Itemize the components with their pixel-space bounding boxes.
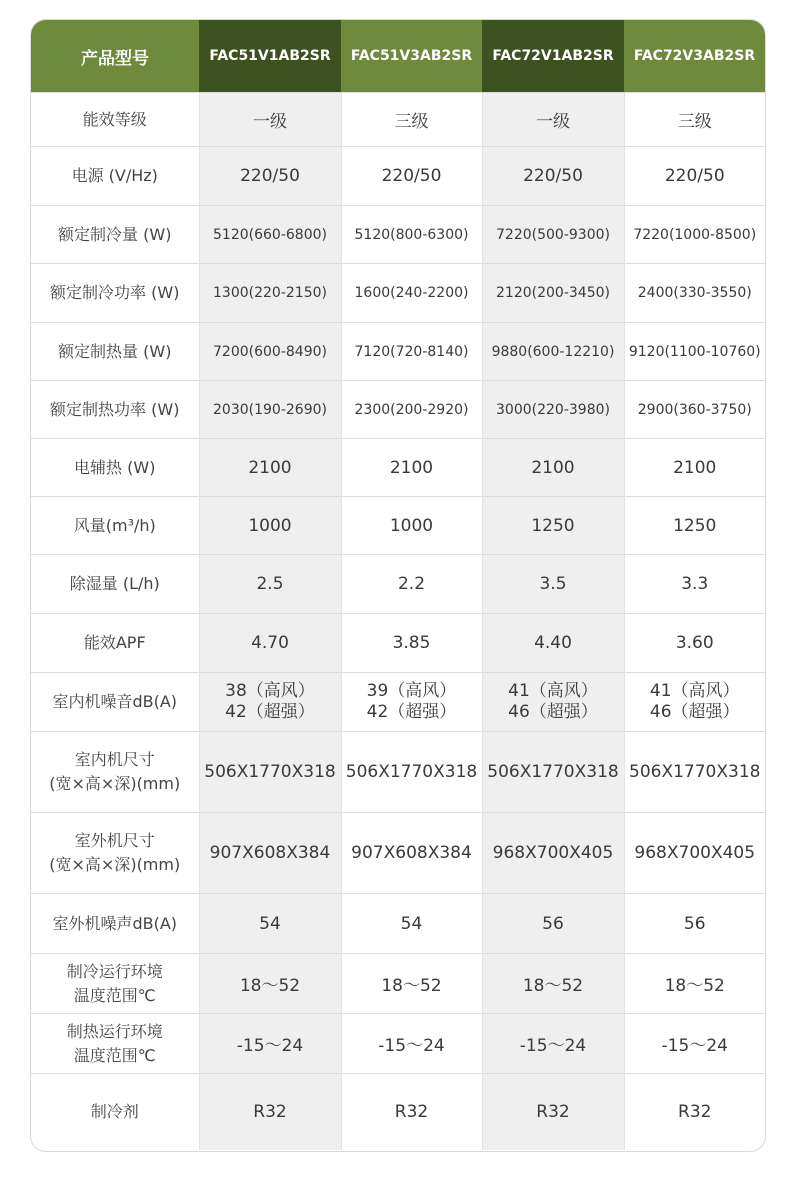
- spec-value-line: 2100: [673, 457, 717, 478]
- spec-label: [31, 555, 199, 614]
- table-row: [31, 381, 765, 439]
- spec-value-model-4: [624, 954, 765, 1014]
- spec-value-line: 7120(720-8140): [354, 343, 469, 360]
- spec-value-model-2: [341, 614, 482, 673]
- spec-label-line: 室外机噪声dB(A): [52, 913, 178, 933]
- table-row: [31, 894, 765, 954]
- table-row: [31, 497, 765, 555]
- spec-value-line: R32: [678, 1101, 712, 1122]
- spec-value-line: 1250: [673, 515, 717, 536]
- spec-value-model-1: [199, 732, 341, 813]
- spec-value-model-4: [624, 732, 765, 813]
- spec-label-line: 额定制冷量 (W): [58, 224, 172, 244]
- spec-label: [31, 614, 199, 673]
- model-header-4: FAC72V3AB2SR: [624, 20, 765, 93]
- spec-value-line: 54: [400, 913, 423, 934]
- spec-value-line: 2900(360-3750): [637, 401, 752, 418]
- model-header-2: FAC51V3AB2SR: [341, 20, 482, 93]
- spec-value-line: 4.70: [251, 633, 289, 653]
- table-row: [31, 555, 765, 614]
- spec-label-line: 额定制热量 (W): [58, 341, 172, 361]
- spec-value-line: R32: [253, 1101, 287, 1122]
- spec-value-model-4: [624, 206, 765, 264]
- spec-value-model-3: [482, 323, 624, 381]
- spec-value-line: 2100: [248, 457, 292, 478]
- spec-label: [31, 954, 199, 1014]
- spec-value-line: 1250: [531, 515, 575, 536]
- spec-value-line: 3.85: [392, 633, 431, 653]
- spec-value-model-1: [199, 555, 341, 614]
- spec-value-model-3: [482, 206, 624, 264]
- spec-value-line: 一级: [536, 112, 570, 132]
- spec-value-line: R32: [536, 1101, 570, 1122]
- table-row: [31, 206, 765, 264]
- spec-value-line: 38（高风）: [225, 681, 315, 701]
- spec-label: [31, 1014, 199, 1074]
- spec-value-model-1: [199, 323, 341, 381]
- spec-value-model-2: [341, 206, 482, 264]
- spec-value-line: 46（超强）: [649, 702, 740, 722]
- spec-value-model-4: [624, 614, 765, 673]
- spec-label: [31, 813, 199, 894]
- spec-value-model-1: [199, 264, 341, 323]
- spec-value-line: 56: [683, 913, 706, 934]
- spec-label-line: (宽×高×深)(mm): [49, 774, 181, 793]
- spec-label-line: 能效等级: [82, 109, 147, 129]
- spec-value-model-1: [199, 381, 341, 439]
- spec-value-model-4: [624, 813, 765, 894]
- spec-value-line: 907X608X384: [209, 843, 331, 863]
- spec-label: [31, 673, 199, 732]
- header-row: [31, 20, 765, 93]
- spec-label-line: 制冷运行环境: [66, 961, 163, 981]
- spec-value-line: 7200(600-8490): [213, 343, 327, 360]
- spec-value-model-4: [624, 894, 765, 954]
- spec-label: [31, 1074, 199, 1150]
- table-row: [31, 1014, 765, 1074]
- spec-label-line: 制冷剂: [90, 1101, 139, 1121]
- spec-label: [31, 264, 199, 323]
- spec-value-model-1: [199, 147, 341, 206]
- spec-value-model-2: [341, 439, 482, 497]
- spec-value-model-4: [624, 1074, 765, 1150]
- spec-value-model-1: [199, 1074, 341, 1150]
- spec-value-model-3: [482, 954, 624, 1014]
- spec-value-line: 968X700X405: [634, 843, 756, 863]
- spec-value-line: 3.60: [675, 633, 714, 653]
- spec-value-line: 2300(200-2920): [354, 401, 469, 418]
- table-row: [31, 954, 765, 1014]
- spec-label-line: 额定制冷功率 (W): [50, 283, 180, 302]
- spec-value-model-2: [341, 732, 482, 813]
- spec-value-line: 18～52: [239, 976, 301, 996]
- spec-value-line: -15～24: [661, 1036, 728, 1056]
- spec-value-model-4: [624, 555, 765, 614]
- model-header-3: FAC72V1AB2SR: [482, 20, 624, 93]
- spec-label-line: (宽×高×深)(mm): [49, 855, 181, 874]
- spec-value-line: 1000: [389, 515, 434, 536]
- spec-value-line: 1000: [248, 515, 292, 536]
- spec-label: [31, 497, 199, 555]
- spec-label-line: 制热运行环境: [66, 1021, 163, 1041]
- spec-value-line: 1300(220-2150): [213, 285, 327, 301]
- spec-value-line: 18～52: [664, 976, 725, 996]
- spec-value-model-3: [482, 894, 624, 954]
- spec-value-line: 41（高风）: [649, 681, 740, 701]
- table-row: [31, 1074, 765, 1150]
- spec-value-model-1: [199, 614, 341, 673]
- spec-value-model-4: [624, 147, 765, 206]
- spec-table-body: [31, 93, 765, 1150]
- spec-value-model-2: [341, 323, 482, 381]
- spec-label: [31, 323, 199, 381]
- model-column-header: 产品型号: [31, 20, 199, 93]
- spec-value-line: 220/50: [523, 166, 583, 186]
- spec-value-model-2: [341, 147, 482, 206]
- spec-label: [31, 206, 199, 264]
- spec-label: [31, 93, 199, 147]
- spec-value-line: 9120(1100-10760): [628, 343, 761, 360]
- spec-value-model-4: [624, 323, 765, 381]
- spec-value-model-1: [199, 1014, 341, 1074]
- spec-label: [31, 439, 199, 497]
- spec-value-line: 三级: [677, 112, 712, 132]
- spec-label-line: 除湿量 (L/h): [69, 574, 160, 593]
- spec-value-model-2: [341, 813, 482, 894]
- spec-label-line: 室内机噪音dB(A): [52, 692, 178, 711]
- table-row: [31, 614, 765, 673]
- spec-value-model-4: [624, 673, 765, 732]
- spec-value-line: 506X1770X318: [487, 762, 619, 782]
- spec-value-line: 2400(330-3550): [637, 285, 752, 301]
- spec-label-line: 电源 (V/Hz): [71, 166, 158, 185]
- spec-value-model-1: [199, 954, 341, 1014]
- spec-value-model-3: [482, 813, 624, 894]
- spec-value-model-3: [482, 555, 624, 614]
- spec-value-model-3: [482, 93, 624, 147]
- table-row: [31, 147, 765, 206]
- spec-label-line: 额定制热功率 (W): [50, 399, 180, 419]
- spec-value-model-2: [341, 1014, 482, 1074]
- spec-value-model-3: [482, 264, 624, 323]
- spec-value-model-3: [482, 673, 624, 732]
- table-row: [31, 93, 765, 147]
- spec-value-model-4: [624, 497, 765, 555]
- spec-value-line: 54: [259, 913, 281, 934]
- spec-value-line: 5120(660-6800): [213, 226, 327, 243]
- spec-value-model-2: [341, 894, 482, 954]
- spec-label: [31, 732, 199, 813]
- spec-value-model-3: [482, 732, 624, 813]
- spec-value-line: 18～52: [522, 976, 584, 996]
- table-row: [31, 732, 765, 813]
- spec-value-line: 46（超强）: [508, 702, 598, 722]
- spec-value-model-3: [482, 1074, 624, 1150]
- spec-value-line: R32: [394, 1101, 429, 1122]
- spec-value-line: 39（高风）: [366, 681, 457, 701]
- spec-value-line: 3000(220-3980): [496, 401, 610, 418]
- spec-value-line: 三级: [394, 112, 429, 132]
- spec-value-model-4: [624, 93, 765, 147]
- spec-value-line: 3.5: [539, 574, 567, 594]
- spec-table-card: [30, 19, 766, 1152]
- spec-value-line: 2030(190-2690): [213, 401, 327, 418]
- spec-value-model-2: [341, 381, 482, 439]
- spec-value-line: -15～24: [378, 1036, 445, 1056]
- spec-label-line: 风量(m³/h): [73, 515, 156, 535]
- spec-value-line: 5120(800-6300): [354, 226, 469, 243]
- spec-value-model-2: [341, 555, 482, 614]
- spec-value-model-1: [199, 894, 341, 954]
- spec-value-line: 2100: [389, 457, 434, 478]
- spec-label-line: 温度范围℃: [73, 1045, 156, 1065]
- spec-label-line: 温度范围℃: [73, 985, 156, 1005]
- spec-label-line: 室内机尺寸: [74, 750, 155, 769]
- spec-value-line: -15～24: [236, 1036, 304, 1056]
- table-row: [31, 813, 765, 894]
- spec-value-line: 56: [542, 913, 564, 934]
- spec-label-line: 电辅热 (W): [74, 457, 156, 477]
- spec-value-model-1: [199, 93, 341, 147]
- spec-value-model-4: [624, 1014, 765, 1074]
- spec-value-line: 907X608X384: [351, 843, 472, 863]
- spec-value-line: 1600(240-2200): [354, 285, 469, 301]
- spec-value-model-3: [482, 614, 624, 673]
- spec-value-model-3: [482, 147, 624, 206]
- spec-value-line: 一级: [253, 112, 287, 132]
- spec-value-model-3: [482, 381, 624, 439]
- spec-value-model-1: [199, 497, 341, 555]
- spec-value-line: 7220(1000-8500): [633, 226, 757, 243]
- spec-value-line: 506X1770X318: [204, 762, 336, 782]
- spec-label-line: 能效APF: [83, 633, 146, 652]
- spec-value-line: 3.3: [681, 574, 709, 594]
- spec-value-model-3: [482, 439, 624, 497]
- spec-value-line: 968X700X405: [492, 843, 614, 863]
- spec-value-model-4: [624, 439, 765, 497]
- spec-value-model-2: [341, 1074, 482, 1150]
- spec-value-line: 18～52: [381, 976, 442, 996]
- spec-value-line: 42（超强）: [225, 702, 315, 722]
- spec-value-line: 2.2: [397, 574, 426, 594]
- spec-value-line: 2120(200-3450): [496, 285, 610, 301]
- spec-value-line: 220/50: [381, 166, 442, 186]
- spec-value-model-2: [341, 497, 482, 555]
- spec-value-model-1: [199, 439, 341, 497]
- spec-value-model-1: [199, 206, 341, 264]
- spec-value-line: 2100: [531, 457, 575, 478]
- spec-value-line: 4.40: [534, 633, 572, 653]
- spec-label: [31, 894, 199, 954]
- spec-value-line: 2.5: [256, 574, 284, 594]
- spec-value-model-4: [624, 264, 765, 323]
- spec-value-model-3: [482, 1014, 624, 1074]
- spec-value-model-1: [199, 673, 341, 732]
- table-row: [31, 323, 765, 381]
- spec-value-model-2: [341, 954, 482, 1014]
- table-row: [31, 264, 765, 323]
- spec-value-model-4: [624, 381, 765, 439]
- spec-value-line: 506X1770X318: [629, 762, 761, 782]
- spec-value-line: 42（超强）: [366, 702, 457, 722]
- spec-value-model-2: [341, 673, 482, 732]
- spec-value-line: 7220(500-9300): [496, 226, 610, 243]
- spec-value-model-3: [482, 497, 624, 555]
- spec-value-model-2: [341, 93, 482, 147]
- spec-value-model-1: [199, 813, 341, 894]
- spec-value-line: 220/50: [240, 166, 300, 186]
- spec-value-line: -15～24: [519, 1036, 587, 1056]
- spec-value-line: 506X1770X318: [345, 762, 478, 782]
- spec-table: [31, 20, 765, 1150]
- spec-value-line: 41（高风）: [508, 681, 598, 701]
- model-header-1: FAC51V1AB2SR: [199, 20, 341, 93]
- spec-label: [31, 381, 199, 439]
- table-row: [31, 439, 765, 497]
- spec-label: [31, 147, 199, 206]
- spec-value-line: 9880(600-12210): [491, 343, 615, 360]
- spec-value-line: 220/50: [664, 166, 725, 186]
- spec-value-model-2: [341, 264, 482, 323]
- spec-label-line: 室外机尺寸: [74, 831, 155, 850]
- table-row: [31, 673, 765, 732]
